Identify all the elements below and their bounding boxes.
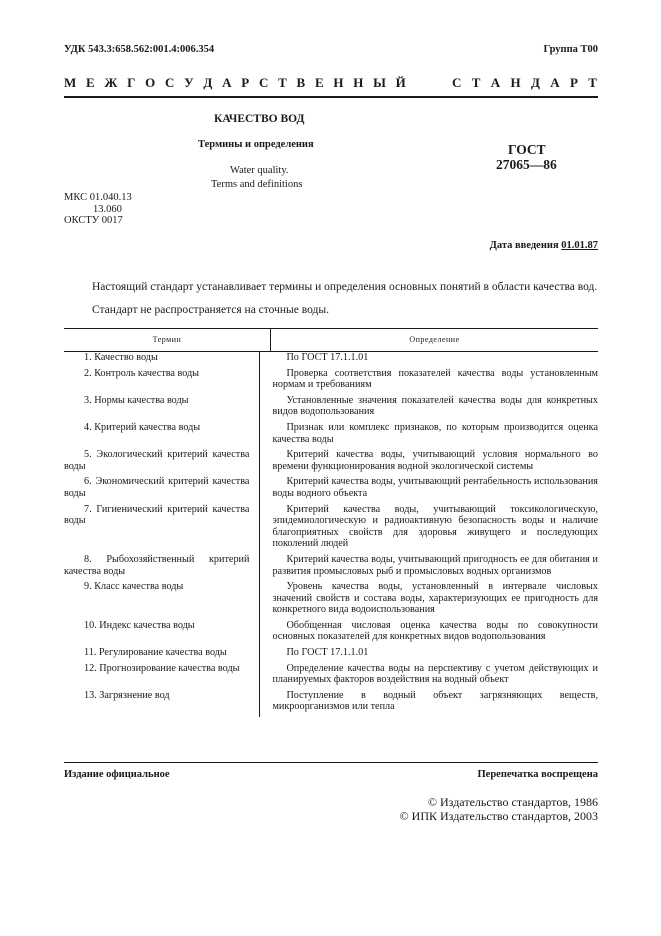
banner-right-letter: Н xyxy=(510,75,522,90)
banner-left-letter: Е xyxy=(314,75,325,90)
term-cell xyxy=(64,690,260,717)
banner-left-letter: С xyxy=(164,75,176,90)
term-name: 6. Экономический критерий качества воды xyxy=(64,476,250,499)
term-definition: Признак или комплекс признаков, по которым производится оценка качества воды xyxy=(272,421,598,445)
term-definition: Проверка соответствия показателей качества воды установленным нормам и требованиям xyxy=(272,367,598,391)
term-name: 7. Гигиенический критерий качества воды xyxy=(64,503,250,527)
terms-table-wrapper xyxy=(64,352,598,717)
definition-cell xyxy=(260,368,598,395)
term-name: 1. Качество воды xyxy=(84,352,158,363)
term-row xyxy=(64,476,598,503)
term-name: 3. Нормы качества воды xyxy=(84,394,189,406)
term-name: 8. Рыбохозяйственный критерий качества воды xyxy=(64,553,250,577)
term-name: 9. Класс качества воды xyxy=(84,581,184,593)
term-row xyxy=(64,647,598,663)
banner-right-letter: А xyxy=(490,75,502,90)
header-term: Термин xyxy=(152,335,182,344)
intro-date-label: Дата введения xyxy=(489,240,559,251)
term-cell xyxy=(64,620,260,647)
banner-left-letter: А xyxy=(222,75,233,90)
header-definition: Определение xyxy=(270,329,598,351)
banner-right-letter: А xyxy=(550,75,561,90)
term-row xyxy=(64,663,598,690)
term-definition: По ГОСТ 17.1.1.01 xyxy=(286,352,369,363)
copyright-1986: © Издательство стандартов, 1986 xyxy=(427,795,598,809)
term-row xyxy=(64,554,598,581)
banner-right-letter: Т xyxy=(471,75,482,90)
table-header xyxy=(64,329,598,351)
term-cell xyxy=(64,476,260,503)
term-name: 12. Прогнозирование качества воды xyxy=(84,662,240,674)
banner-left-letter: У xyxy=(184,75,195,90)
definition-cell xyxy=(260,476,598,503)
intro-date-value: 01.01.87 xyxy=(561,240,598,251)
doc-title: КАЧЕСТВО ВОД xyxy=(214,113,305,125)
banner-right-letter: Р xyxy=(569,75,579,90)
term-row xyxy=(64,504,598,554)
english-title-line1: Water quality. xyxy=(230,165,289,176)
banner-left-letter: М xyxy=(64,75,78,90)
term-name: 5. Экологический критерий качества воды xyxy=(64,449,250,472)
term-name: 10. Индекс качества воды xyxy=(84,619,195,631)
definition-cell xyxy=(260,620,598,647)
definition-cell xyxy=(260,663,598,690)
term-definition: Уровень качества воды, установленный в интервале числовых значений свойств и состава воды, характеризующих ее пригодность для конкретного вида водоиспользования xyxy=(272,581,598,616)
english-title-line2: Terms and definitions xyxy=(211,179,303,190)
official-edition: Издание официальное xyxy=(64,769,170,780)
term-cell xyxy=(64,422,260,449)
definition-cell xyxy=(260,647,598,663)
term-name: 11. Регулирование качества воды xyxy=(84,647,227,659)
banner-right-letter: Т xyxy=(588,75,598,90)
term-name: 13. Загрязнение вод xyxy=(84,689,170,701)
udk-code: УДК 543.3:658.562:001.4:006.354 xyxy=(64,44,215,55)
definition-cell xyxy=(260,690,598,717)
definition-cell xyxy=(260,422,598,449)
term-row xyxy=(64,449,598,476)
term-cell xyxy=(64,663,260,690)
banner-left-letter: О xyxy=(145,75,157,90)
mks-code: МКС 01.040.13 xyxy=(64,192,132,203)
definition-cell xyxy=(260,504,598,554)
banner-right-letter: Д xyxy=(530,75,541,90)
exclusion-paragraph: Стандарт не распространяется на сточные воды. xyxy=(92,304,329,316)
term-row xyxy=(64,422,598,449)
term-row xyxy=(64,620,598,647)
doc-subtitle: Термины и определения xyxy=(198,139,314,150)
terms-table-body xyxy=(64,352,598,717)
gost-label: ГОСТ xyxy=(508,142,546,157)
copyright-2003: © ИПК Издательство стандартов, 2003 xyxy=(399,809,598,823)
definition-cell xyxy=(260,554,598,581)
term-definition: По ГОСТ 17.1.1.01 xyxy=(286,647,369,659)
term-cell xyxy=(64,395,260,422)
banner-left-letter: Е xyxy=(86,75,96,90)
banner-left-letter: Ы xyxy=(373,75,387,90)
banner-left-letter: В xyxy=(296,75,307,90)
banner-right-letter: С xyxy=(452,75,463,90)
term-row xyxy=(64,690,598,717)
banner-right-word xyxy=(452,75,598,91)
term-cell xyxy=(64,352,260,368)
term-cell xyxy=(64,581,260,620)
term-name: 2. Контроль качества воды xyxy=(84,367,200,379)
term-row xyxy=(64,368,598,395)
definition-cell xyxy=(260,352,598,368)
banner-left-letter: Д xyxy=(203,75,214,90)
term-cell xyxy=(64,647,260,663)
term-row xyxy=(64,352,598,368)
term-cell xyxy=(64,504,260,554)
banner-left-letter: Ж xyxy=(104,75,119,90)
term-definition: Определение качества воды на перспективу с учетом действующих и планируемых факторов воздействия на водный объект xyxy=(272,662,598,686)
gost-number: 27065—86 xyxy=(496,157,557,172)
banner-left-letter: Р xyxy=(241,75,251,90)
footer-rule xyxy=(64,762,598,763)
definition-cell xyxy=(260,581,598,620)
banner-left-letter: Г xyxy=(127,75,137,90)
terms-table xyxy=(64,352,598,717)
okstu-code: ОКСТУ 0017 xyxy=(64,215,123,226)
banner-rule xyxy=(64,96,598,98)
banner-left-letter: Т xyxy=(278,75,288,90)
term-definition: Критерий качества воды, учитывающий пригодность ее для обитания и развития промысловых рыб и промысловых водных организмов xyxy=(272,553,598,577)
definition-cell xyxy=(260,449,598,476)
term-row xyxy=(64,395,598,422)
definition-cell xyxy=(260,395,598,422)
interstate-standard-banner xyxy=(64,75,598,91)
mks-code-2: 13.060 xyxy=(93,204,122,215)
reprint-forbidden: Перепечатка воспрещена xyxy=(477,769,598,780)
term-definition: Обобщенная числовая оценка качества воды по совокупности основных показателей для конкретных видов водопользования xyxy=(272,619,598,643)
term-definition: Критерий качества воды, учитывающий токсикологическую, эпидемиологическую и радиоактивную безопасность воды и наличие благоприятных свойств для здоровья живущего и последующих поколений людей xyxy=(272,503,598,550)
banner-left-letter: Й xyxy=(395,75,407,90)
banner-left-word xyxy=(64,75,407,91)
term-name: 4. Критерий качества воды xyxy=(84,421,201,433)
term-definition: Критерий качества воды, учитывающий рентабельность использования воды водного объекта xyxy=(272,476,598,499)
term-cell xyxy=(64,368,260,395)
term-cell xyxy=(64,554,260,581)
banner-left-letter: С xyxy=(258,75,270,90)
group-code: Группа Т00 xyxy=(543,44,598,55)
scope-paragraph: Настоящий стандарт устанавливает термины и определения основных понятий в области качества вод. xyxy=(92,281,598,293)
term-definition: Поступление в водный объект загрязняющих веществ, микроорганизмов или тепла xyxy=(272,689,598,713)
term-row xyxy=(64,581,598,620)
banner-left-letter: Н xyxy=(353,75,365,90)
intro-date xyxy=(490,240,598,251)
term-definition: Установленные значения показателей качества воды для конкретных видов водопользования xyxy=(272,394,598,418)
term-cell xyxy=(64,449,260,476)
banner-left-letter: Н xyxy=(333,75,345,90)
term-definition: Критерий качества воды, учитывающий условия нормального во времени функционирования водной экологической системы xyxy=(272,449,598,472)
